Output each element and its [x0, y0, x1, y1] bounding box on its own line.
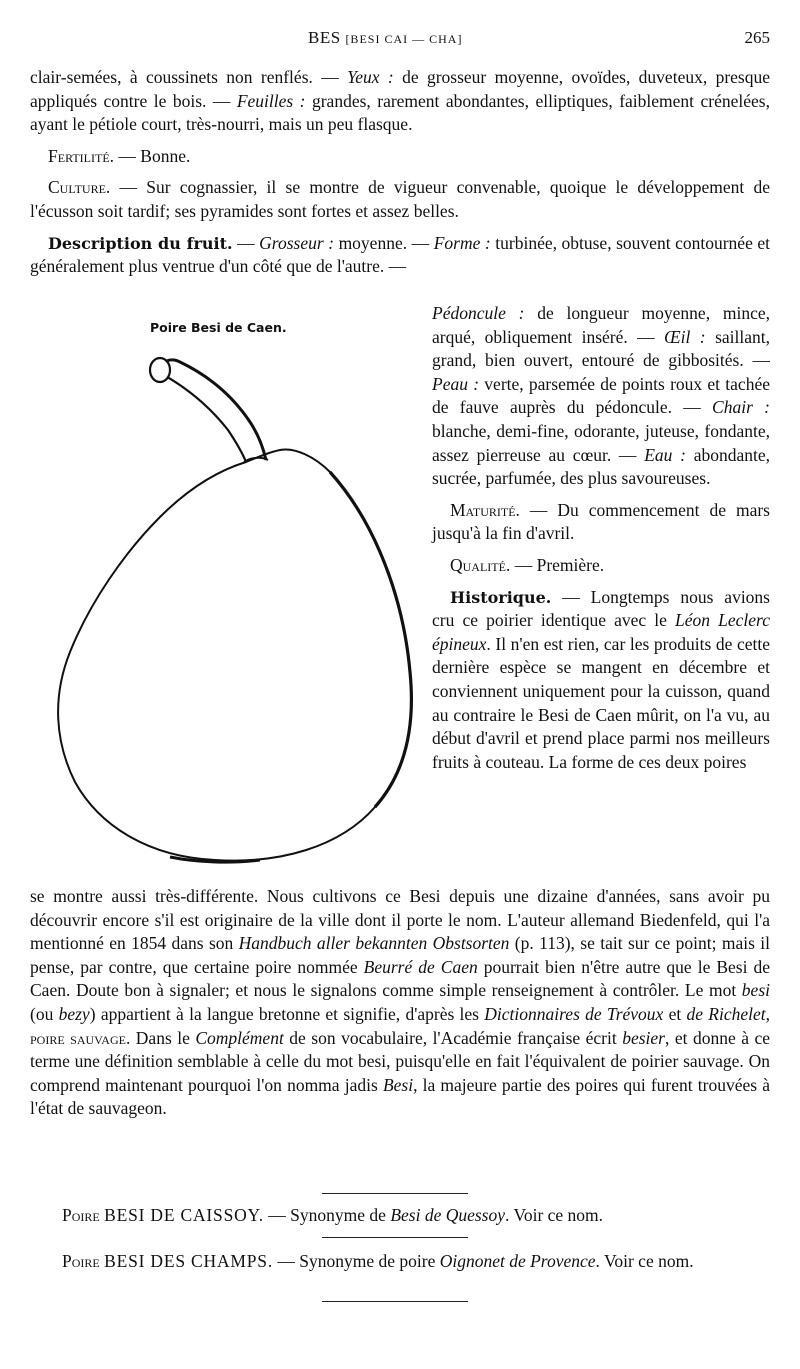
description-paragraph: Description du fruit. — Grosseur : moyenne. — Forme : turbinée, obtuse, souvent contournée et généralement plus ventrue d'un côté que de l'autre. — — [30, 232, 771, 277]
qualite-paragraph: Qualité. — Première. — [450, 554, 605, 575]
separator-rule — [322, 1237, 468, 1238]
continuation-text — [30, 885, 770, 1121]
fertilite-paragraph: Fertilité. — Bonne. — [48, 145, 191, 166]
running-title: BES [BESI CAI — CHA] — [308, 28, 463, 47]
historique-paragraph: Historique. — Longtemps nous avions cru ce poirier identique avec le Léon Leclerc épineux. Il n'en est rien, car les produits de cette dernière espèce se mangent en décembre et conviennent uniquement pour la cuisson, quand au contraire le Besi de Caen mûrit, on l'a vu, au début d'avril et prend place parmi nos meilleurs fruits à couteau. La forme de ces deux poires — [432, 586, 770, 772]
separator-rule — [322, 1301, 468, 1302]
fruit-details-paragraph: Pédoncule : de longueur moyenne, mince, arqué, obliquement inséré. — Œil : saillant, grand, bien ouvert, entouré de gibbosités. — Peau : verte, parsemée de points roux et tachée de fauve auprès du pédoncule. — Chair : blanche, demi-fine, odorante, juteuse, fondante, assez pierreuse au cœur. — Eau : abondante, sucrée, parfumée, des plus savoureuses. — [432, 303, 770, 489]
historique-continuation: se montre aussi très-différente. Nous cultivons ce Besi depuis une dizaine d'années, sans avoir pu découvrir encore s'il est originaire de la ville dont il porte le nom. L'auteur allemand Biedenfeld, qui l'a mentionné en 1854 dans son Handbuch aller bekannten Obstsorten (p. 113), se tait sur ce point; mais il pense, par contre, que certaine poire nommée Beurré de Caen pourrait bien n'être autre que le Besi de Caen. Doute bon à signaler; et nous le signalons comme simple renseignement à contrôler. Le mot besi (ou bezy) appartient à la langue bretonne et signifie, d'après les Dictionnaires de Trévoux et de Richelet, poire sauvage. Dans le Complément de son vocabulaire, l'Académie française écrit besier, et donne à ce terme une définition semblable à celle du mot besi, puisqu'elle en fait l'équivalent de poirier sauvage. On comprend maintenant pourquoi l'on nomma jadis Besi, la majeure partie des poires qui furent trouvées à l'état de sauvageon. — [30, 886, 771, 1119]
maturite-paragraph: Maturité. — Du commencement de mars jusqu'à la fin d'avril. — [432, 499, 770, 544]
pear-figure — [30, 312, 425, 887]
culture-paragraph: Culture. — Sur cognassier, il se montre de vigueur convenable, quoique le développement de l'écusson soit tardif; ses pyramides sont fortes et assez belles. — [30, 177, 770, 221]
right-column-text — [432, 302, 770, 774]
intro-paragraph: clair-semées, à coussinets non renflés. — Yeux : de grosseur moyenne, ovoïdes, duveteux, presque appliqués contre le bois. — Feuilles : grandes, rarement abondantes, elliptiques, faiblement crénelées, ayant le pétiole court, très-nourri, mais un peu flasque. — [30, 67, 770, 135]
entry-besi-des-champs: Poire BESI DES CHAMPS. — Synonyme de poire Oignonet de Provence. Voir ce nom. — [62, 1251, 694, 1271]
entry-besi-de-caissoy: Poire BESI DE CAISSOY. — Synonyme de Besi de Quessoy. Voir ce nom. — [62, 1205, 604, 1225]
top-text-block — [30, 66, 770, 279]
running-subtitle: [BESI CAI — CHA] — [345, 32, 463, 46]
running-header — [0, 28, 800, 52]
page-number: 265 — [744, 28, 770, 47]
separator-rule — [322, 1193, 468, 1194]
figure-caption: Poire Besi de Caen. — [150, 320, 287, 335]
pear-illustration — [30, 312, 425, 887]
